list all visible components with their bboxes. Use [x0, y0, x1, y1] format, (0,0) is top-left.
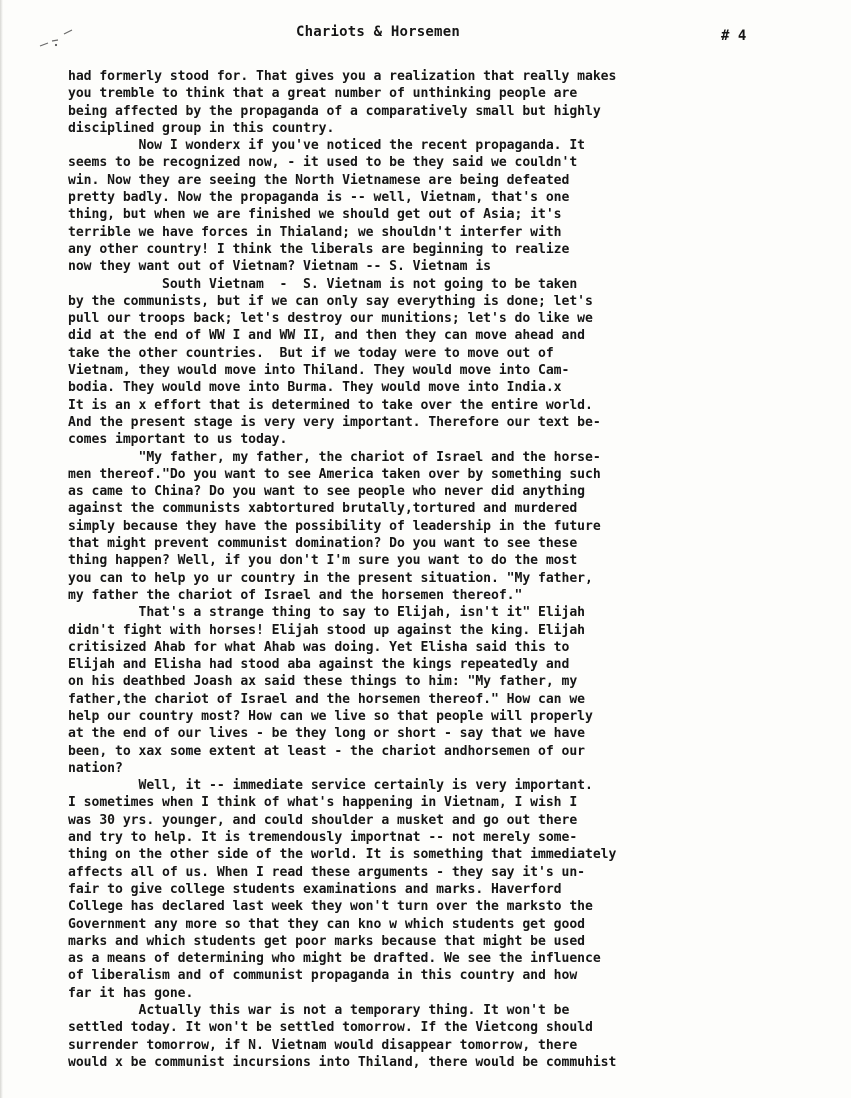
text-line: I sometimes when I think of what's happening in Vietnam, I wish I [68, 795, 578, 811]
text-line: pull our troops back; let's destroy our munitions; let's do like we [68, 311, 593, 327]
text-line: that might prevent communist domination? Do you want to see these [68, 536, 578, 552]
text-line: South Vietnam - S. Vietnam is not going to be taken [68, 276, 578, 292]
page-number: # 4 [721, 28, 747, 44]
text-line: "My father, my father, the chariot of Israel and the horse- [68, 449, 601, 465]
text-line: would x be communist incursions into Thiland, there would be commuhist [68, 1054, 617, 1070]
text-line: Well, it -- immediate service certainly is very important. [68, 778, 593, 794]
text-line: by the communists, but if we can only say everything is done; let's [68, 293, 593, 309]
text-line: on his deathbed Joash ax said these things to him: "My father, my [68, 674, 578, 690]
text-line: of liberalism and of communist propaganda in this country and how [68, 968, 578, 984]
text-line: any other country! I think the liberals are beginning to realize [68, 241, 570, 257]
text-line: marks and which students get poor marks because that might be used [68, 933, 585, 949]
text-line: men thereof."Do you want to see America taken over by something such [68, 466, 601, 482]
text-line: win. Now they are seeing the North Vietnamese are being defeated [68, 172, 570, 188]
text-line: take the other countries. But if we today were to move out of [68, 345, 554, 361]
text-line: Elijah and Elisha had stood aba against the kings repeatedly and [68, 657, 570, 673]
text-line: being affected by the propaganda of a comparatively small but highly [68, 103, 601, 119]
text-line: fair to give college students examinations and marks. Haverford [68, 881, 562, 897]
text-line: you tremble to think that a great number of unthinking people are [68, 86, 578, 102]
text-line: been, to xax some extent at least - the chariot andhorsemen of our [68, 743, 585, 759]
text-line: pretty badly. Now the propaganda is -- well, Vietnam, that's one [68, 190, 570, 206]
text-line: now they want out of Vietnam? Vietnam -- S. Vietnam is [68, 259, 491, 275]
text-line: had formerly stood for. That gives you a realization that really makes [68, 69, 617, 84]
typed-body-text [68, 68, 828, 1071]
text-line: father,the chariot of Israel and the horsemen thereof." How can we [68, 691, 585, 707]
text-line: thing on the other side of the world. It is something that immediately [68, 847, 617, 863]
text-line: at the end of our lives - be they long or short - say that we have [68, 726, 585, 742]
text-line: as a means of determining who might be drafted. We see the influence [68, 951, 601, 967]
text-line: And the present stage is very very important. Therefore our text be- [68, 414, 601, 430]
text-line: help our country most? How can we live so that people will properly [68, 708, 593, 724]
text-line: seems to be recognized now, - it used to be they said we couldn't [68, 155, 578, 171]
text-line: against the communists xabtortured brutally,tortured and murdered [68, 501, 578, 517]
text-line: Government any more so that they can kno w which students get good [68, 916, 585, 932]
text-line: surrender tomorrow, if N. Vietnam would disappear tomorrow, there [68, 1037, 578, 1053]
text-line: thing happen? Well, if you don't I'm sure you want to do the most [68, 553, 578, 569]
text-line: disciplined group in this country. [68, 120, 335, 136]
text-line: comes important to us today. [68, 432, 288, 448]
text-line: terrible we have forces in Thialand; we shouldn't interfer with [68, 224, 562, 240]
text-line: was 30 yrs. younger, and could shoulder a musket and go out there [68, 812, 578, 828]
text-line: Actually this war is not a temporary thing. It won't be [68, 1003, 570, 1019]
text-line: you can to help yo ur country in the present situation. "My father, [68, 570, 593, 586]
text-line: as came to China? Do you want to see people who never did anything [68, 484, 585, 500]
text-line: thing, but when we are finished we should get out of Asia; it's [68, 207, 562, 223]
text-line: simply because they have the possibility of leadership in the future [68, 518, 601, 534]
page-header [0, 24, 851, 44]
text-line: critisized Ahab for what Ahab was doing. Yet Elisha said this to [68, 639, 570, 655]
text-line: and try to help. It is tremendously importnat -- not merely some- [68, 830, 578, 846]
scan-left-edge-shadow [0, 0, 3, 1098]
text-line: College has declared last week they won't turn over the marksto the [68, 899, 593, 915]
text-line: my father the chariot of Israel and the horsemen thereof." [68, 587, 523, 603]
text-line: far it has gone. [68, 985, 194, 1001]
text-line: did at the end of WW I and WW II, and then they can move ahead and [68, 328, 585, 344]
text-line: Now I wonderx if you've noticed the recent propaganda. It [68, 138, 585, 154]
text-line: affects all of us. When I read these arguments - they say it's un- [68, 864, 585, 880]
text-line: didn't fight with horses! Elijah stood up against the king. Elijah [68, 622, 585, 638]
running-title: Chariots & Horsemen [296, 24, 460, 40]
text-line: That's a strange thing to say to Elijah, isn't it" Elijah [68, 605, 585, 621]
text-line: settled today. It won't be settled tomorrow. If the Vietcong should [68, 1020, 593, 1036]
text-line: It is an x effort that is determined to take over the entire world. [68, 397, 593, 413]
text-line: nation? [68, 760, 123, 776]
text-line: bodia. They would move into Burma. They would move into India.x [68, 380, 562, 396]
text-line: Vietnam, they would move into Thiland. They would move into Cam- [68, 363, 570, 379]
